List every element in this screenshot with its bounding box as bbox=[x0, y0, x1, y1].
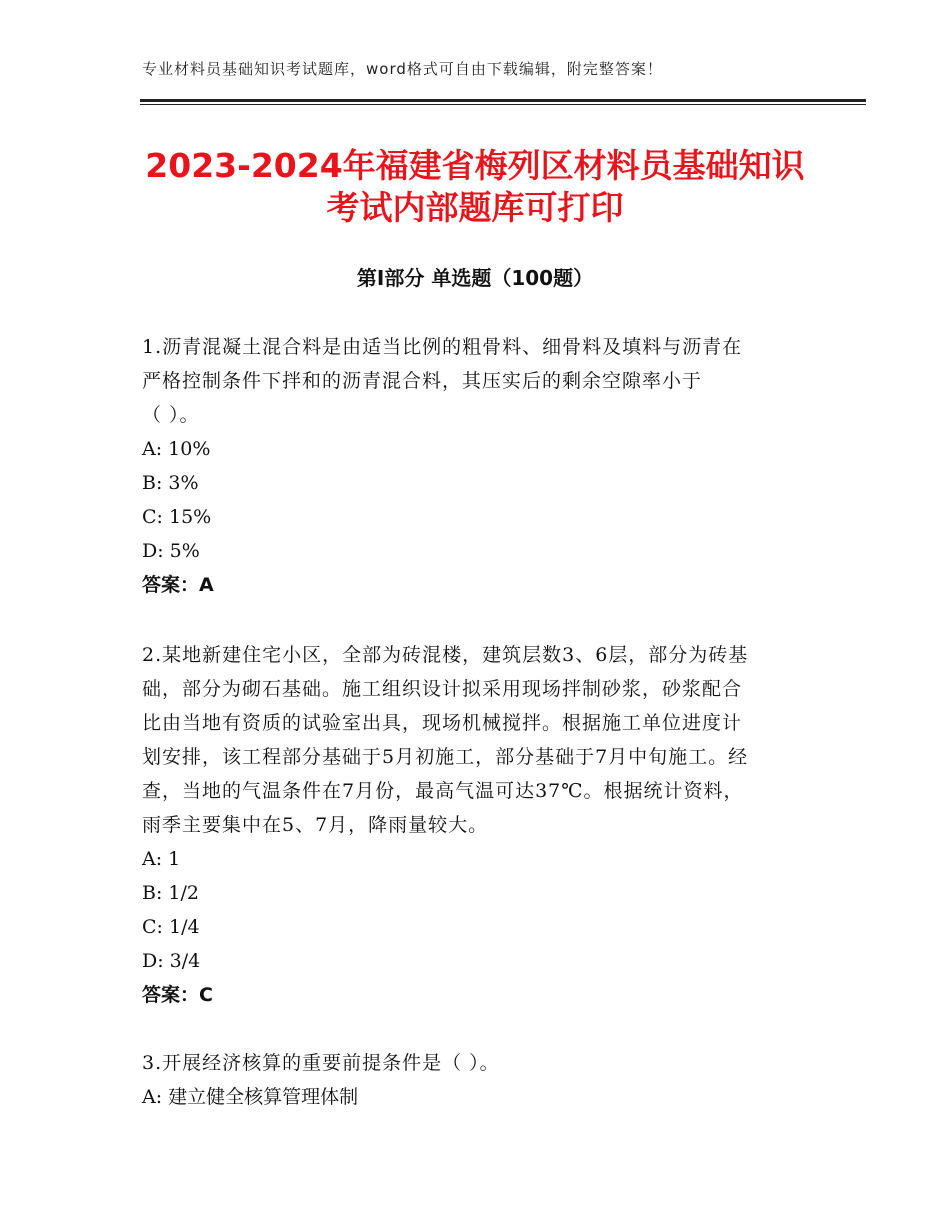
question-2-line-5: 查，当地的气温条件在7月份，最高气温可达37℃。根据统计资料， bbox=[142, 780, 744, 802]
question-1-option-c: C: 15% bbox=[142, 506, 212, 528]
document-title-line-1: 2023-2024年福建省梅列区材料员基础知识 bbox=[145, 146, 805, 185]
question-2-line-4: 划安排，该工程部分基础于5月初施工，部分基础于7月中旬施工。经 bbox=[142, 746, 749, 768]
document-title-line-2: 考试内部题库可打印 bbox=[326, 188, 624, 227]
question-1-line-1: 1.沥青混凝土混合料是由适当比例的粗骨料、细骨料及填料与沥青在 bbox=[142, 336, 743, 358]
section-heading: 第Ⅰ部分 单选题（100题） bbox=[356, 266, 594, 290]
question-1-option-b: B: 3% bbox=[142, 472, 199, 494]
question-1-option-d: D: 5% bbox=[142, 540, 200, 562]
question-2-option-a: A: 1 bbox=[142, 848, 181, 870]
question-2-option-c: C: 1/4 bbox=[142, 916, 200, 938]
question-2-line-2: 础，部分为砌石基础。施工组织设计拟采用现场拌制砂浆，砂浆配合 bbox=[142, 678, 743, 700]
question-1-line-3: （ ）。 bbox=[142, 404, 200, 426]
question-1-option-a: A: 10% bbox=[142, 438, 211, 460]
question-1-line-2: 严格控制条件下拌和的沥青混合料，其压实后的剩余空隙率小于 bbox=[142, 370, 703, 392]
question-2-line-1: 2.某地新建住宅小区，全部为砖混楼，建筑层数3、6层，部分为砖基 bbox=[142, 644, 749, 666]
question-2-option-b: B: 1/2 bbox=[142, 882, 199, 904]
header-rule-thick bbox=[140, 99, 866, 102]
question-1-answer: 答案：A bbox=[142, 574, 214, 596]
header-note: 专业材料员基础知识考试题库，word格式可自由下载编辑，附完整答案！ bbox=[142, 60, 663, 78]
question-2-line-6: 雨季主要集中在5、7月，降雨量较大。 bbox=[142, 814, 489, 836]
header-rule-thin bbox=[140, 104, 866, 105]
question-2-line-3: 比由当地有资质的试验室出具，现场机械搅拌。根据施工单位进度计 bbox=[142, 712, 743, 734]
question-2-answer: 答案：C bbox=[142, 984, 213, 1006]
question-2-option-d: D: 3/4 bbox=[142, 950, 201, 972]
question-3-option-a: A: 建立健全核算管理体制 bbox=[142, 1086, 359, 1108]
question-3-line-1: 3.开展经济核算的重要前提条件是（ ）。 bbox=[142, 1052, 500, 1074]
